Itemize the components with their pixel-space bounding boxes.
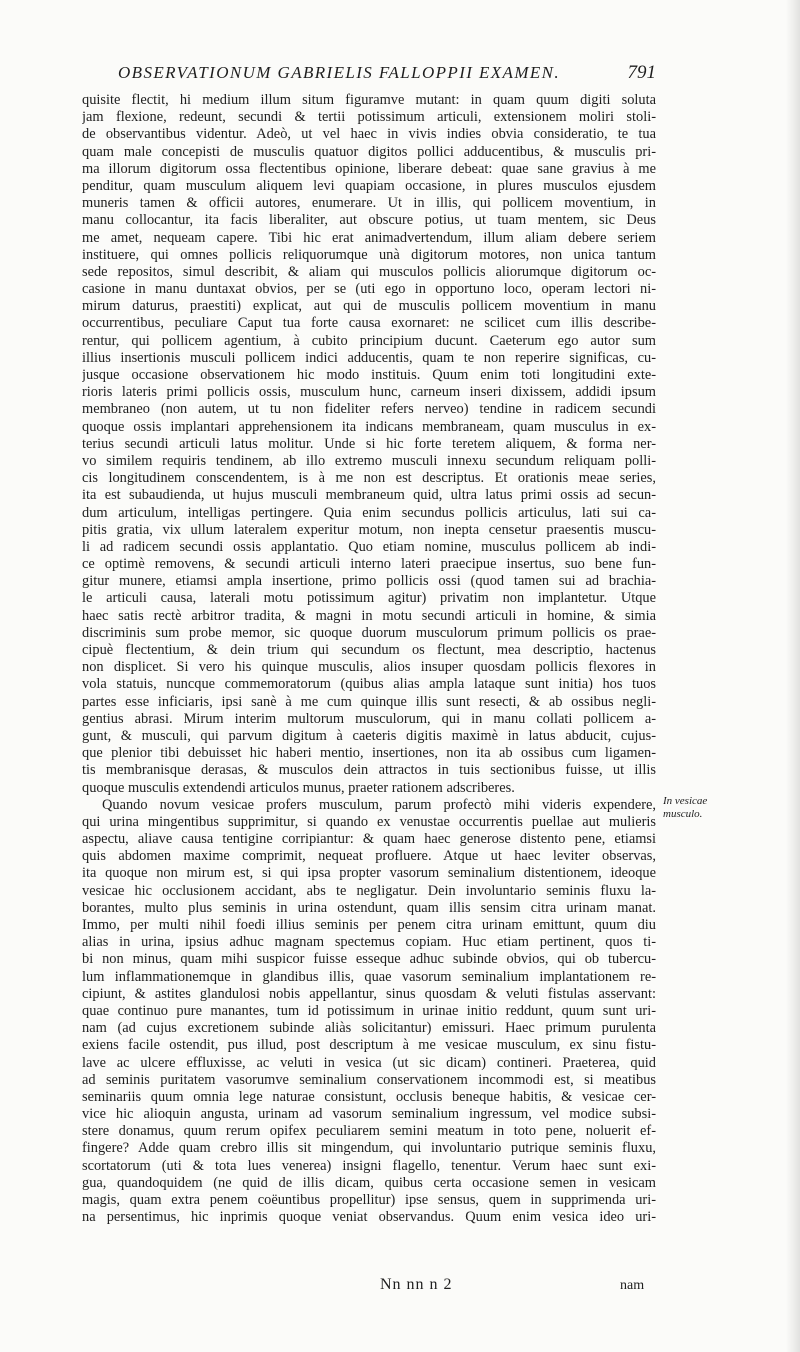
marginal-note-line: In vesicae: [663, 795, 708, 807]
text-line: mirum daturus, praestiti) explicat, aut qui de musculis pollicem moventium in manu: [82, 298, 656, 315]
text-line: lave ac ulcere effluxisse, ac veluti in vesica (ut sic dicam) contineri. Praeterea, quid: [82, 1054, 656, 1071]
text-line: quoque ossis implantari apprehensionem ita indicans membraneam, quam musculus in ex-: [82, 418, 656, 435]
text-line: alias in urina, ipsius adhuc magnam spectemus copiam. Huc etiam pertinent, quos ti-: [82, 934, 656, 951]
text-line: scortatorum (uti & tota lues venerea) insigni flagello, tenentur. Verum haec sunt exi-: [82, 1157, 656, 1174]
text-line: nam (ad cujus excretionem subinde aliàs solicitantur) emissuri. Haec primum purulenta: [82, 1020, 656, 1037]
text-line: li ad radicem secundi ossis applantatio. Quo etiam nomine, musculus pollicem ab indi-: [82, 538, 656, 555]
text-line: quam male concepisti de musculis quatuor digitos pollici adducentibus, & musculis pri-: [82, 143, 656, 160]
text-line: le articuli causa, laterali motu potissimum agitur) privatim non implantetur. Utque: [82, 590, 656, 607]
text-line: fingere? Adde quam crebro illis sit mingendum, qui involuntario putrique seminis fluxu,: [82, 1140, 656, 1157]
signature-mark: Nn nn n 2: [380, 1276, 453, 1293]
text-line: Immo, per multi nihil foedi illius seminis per penem citra urinam emittunt, quum diu: [82, 917, 656, 933]
text-line: quis abdomen maxime comprimit, nequeat profluere. Atque ut haec leviter observas,: [82, 848, 656, 865]
text-line: quisite flectit, hi medium illum situm figuramve mutant: in quam quum digiti soluta: [82, 92, 656, 108]
text-line: cipuè flectentium, & dein trium qui secundum os flectunt, mea descriptio, hactenus: [82, 642, 656, 658]
text-line: seminariis quum omnia lege naturae consistunt, occlusis beneque habitis, & vesicae cer-: [82, 1088, 656, 1105]
text-line: bi non minus, quam mihi suspicor fuisse esseque adhuc subinde obvios, qui ob tubercu-: [82, 951, 656, 968]
text-line: vesicae hic occlusionem accidant, abs te negligatur. Dein involuntario seminis fluxu la-: [82, 882, 656, 899]
text-line: occurrentibus, peculiare Caput tua forte causa exornaret: ne scilicet cum illis describe-: [82, 315, 656, 332]
text-line: gentius abrasi. Mirum interim multorum musculorum, qui in manu collati pollicem a-: [82, 710, 656, 727]
text-line: tis membranisque derasas, & musculos dein attractos in tuis sectionibus fuisse, ut illis: [82, 762, 656, 779]
text-line: cis longitudinem conscendentem, is à me non est descriptus. Et orationis meae series,: [82, 470, 656, 487]
marginal-note: [663, 795, 733, 821]
text-line: que plenior tibi debuisset hic haberi mentio, insertiones, non ita ab ossibus cum ligamen-: [82, 745, 656, 762]
text-line: ma illorum digitorum ossa flectentibus opinione, liberare debeat: quae sane gravius à me: [82, 160, 656, 177]
text-line: na persentimus, hic inprimis quoque veniat observandus. Quum enim vesica ideo uri-: [82, 1209, 656, 1226]
text-line: ce optimè removens, & secundi articuli interno lateri praecipue insertus, suo bene fun-: [82, 556, 656, 573]
text-line: discriminis sum probe memor, sic quoque duorum musculorum primum pollicis os prae-: [82, 624, 656, 641]
text-line: ita quoque non mirum est, si qui ipsa propter vasorum seminalium distentionem, ideoque: [82, 865, 656, 882]
text-line: gitur munere, etiamsi ampla insertione, primo pollicis ossi (quod tamen sui ad brachia-: [82, 573, 656, 590]
text-line: instituere, qui omnes pollicis reliquorumque unà digitorum motores, non unica tantum: [82, 246, 656, 263]
text-line: ad seminis puritatem vasorumve seminalium conservationem incommodi est, si meatibus: [82, 1071, 656, 1088]
text-line: gunt, & musculi, qui parvum digitum à caeteris digitis maximè in latus abducit, cujus-: [82, 727, 656, 744]
text-line: cipiunt, & astites glandulosi nobis appellantur, sinus quosdam & veluti fistulas asservant:: [82, 985, 656, 1002]
running-head: OBSERVATIONUM GABRIELIS FALLOPPII EXAMEN.: [118, 63, 561, 82]
text-line: partes esse inficiaris, ipsi sanè à me cum quinque illis sunt resecti, & ab ossibus negli-: [82, 693, 656, 710]
text-line: non displicet. Si vero his quinque musculis, alios insuper quosdam pollicis flexores in: [82, 659, 656, 676]
text-line: vola statuis, nuncque commemoratorum (quibus alias ampla lataque sunt initia) hos tuos: [82, 676, 656, 693]
page-edge-shadow: [786, 0, 800, 1352]
text-line: dum articulum, intelligas pertingere. Quia enim secundus pollicis articulus, lati sui ca-: [82, 504, 656, 521]
text-line: manu collocantur, ita facis liberaliter, aut obscure potius, ut tuam mentem, sic Deus: [82, 212, 656, 229]
text-line: me amet, nequeam capere. Tibi hic erat animadvertendum, illum aliam debere seriem: [82, 229, 656, 246]
text-line: quoque musculis extendendi articulos munus, praeter rationem adscriberes.: [82, 779, 515, 796]
text-line: aspectu, aliave causa tentigine corripiantur: & quam haec generose distento pene, etiamsi: [82, 831, 656, 848]
text-line: vo similem requiris tendinem, ab illo extremo musculi innexu secundum reliquam polli-: [82, 452, 656, 469]
text-line: lum inflammationemque in glandibus illis, quae vasorum seminalium implantationem re-: [82, 968, 656, 985]
text-line: pitis gratia, vix ullum lateralem experitur motum, non inepta censetur praesentis muscu-: [82, 521, 656, 538]
text-line: casione in manu duntaxat obvios, per se (uti ego in opportuno loco, operam lectori ni-: [82, 281, 656, 298]
text-line: haec satis rectè arbitror tradita, & magni in motu secundi articuli in homine, & simia: [82, 607, 656, 624]
text-line: quae continuo pure manantes, tum id potissimum in urinae initio reddunt, quum sunt uri-: [82, 1002, 656, 1019]
text-line: gua, quandoquidem (ne quid de illis dicam, quibus certa occasione semen in vesicam: [82, 1174, 656, 1191]
text-line: Quando novum vesicae profers musculum, parum profectò mihi videris expendere,: [102, 796, 656, 813]
text-line: jam flexione, redeunt, secundi & tertii potissimum articuli, extensionem moliri stoli-: [82, 109, 656, 126]
text-line: rentur, qui pollicem agentium, à cubito principium ducunt. Caeterum ego autor sum: [82, 332, 656, 349]
text-line: exiens facile ostendit, pus illud, post descriptum à me vesicae musculum, ex sinu fistu-: [82, 1037, 656, 1054]
text-line: qui urina mingentibus supprimitur, si quando ex venustae occurrentis puellae aut mulieris: [82, 813, 656, 830]
text-line: illius insertionis musculi pollicem indici adducentis, quam te non reperire significas, cu-: [82, 349, 656, 366]
text-line: penditur, quam musculum aliquem levi quapiam occasione, in plures musculos ejusdem: [82, 177, 656, 194]
text-line: muneris tamen & officii autores, enumerare. Ut in illis, qui pollicem moventium, in: [82, 195, 656, 212]
text-line: terius secundi articuli latus molitur. Unde si hic forte teretem aliquem, & forma ner-: [82, 435, 656, 452]
marginal-note-line: musculo.: [663, 808, 703, 820]
text-line: de observantibus videntur. Adeò, ut vel haec in vivis indies obvia consideratio, te tua: [82, 126, 656, 143]
text-line: rioris lateris primi pollicis ossis, musculum hunc, carneum inseri dixissem, addidi ipsum: [82, 384, 656, 401]
text-line: vice hic alioquin angusta, urinam ad vasorum seminalium ingressum, vel modice subsi-: [82, 1106, 656, 1123]
catchword: nam: [620, 1278, 645, 1293]
text-line: jusque occasione observationem hic modo instituis. Quum enim toti longitudini exte-: [82, 367, 656, 383]
text-line: magis, quam extra penem coëuntibus propellitur) ipse sensus, quem in supprimenda uri-: [82, 1192, 656, 1208]
text-line: membraneo (non autem, ut tu non fideliter refers nerveo) tendine in radicem secundi: [82, 401, 656, 418]
page-number: 791: [627, 62, 656, 83]
text-line: ita est subaudienda, ut hujus musculi membraneum quid, ultra latus primi ossis ad secun-: [82, 487, 656, 504]
text-line: sede repositos, simul describit, & aliam qui musculos pollicis aliorumque digitorum oc-: [82, 263, 656, 280]
text-line: stere donamus, quum rerum opifex peculiarem semini meatum in toto pene, noluerit ef-: [82, 1123, 656, 1140]
body-text: [82, 92, 656, 1226]
text-line: borantes, multo plus seminis in urina ostendunt, quam illis sensim citra urinam manat.: [82, 899, 656, 916]
